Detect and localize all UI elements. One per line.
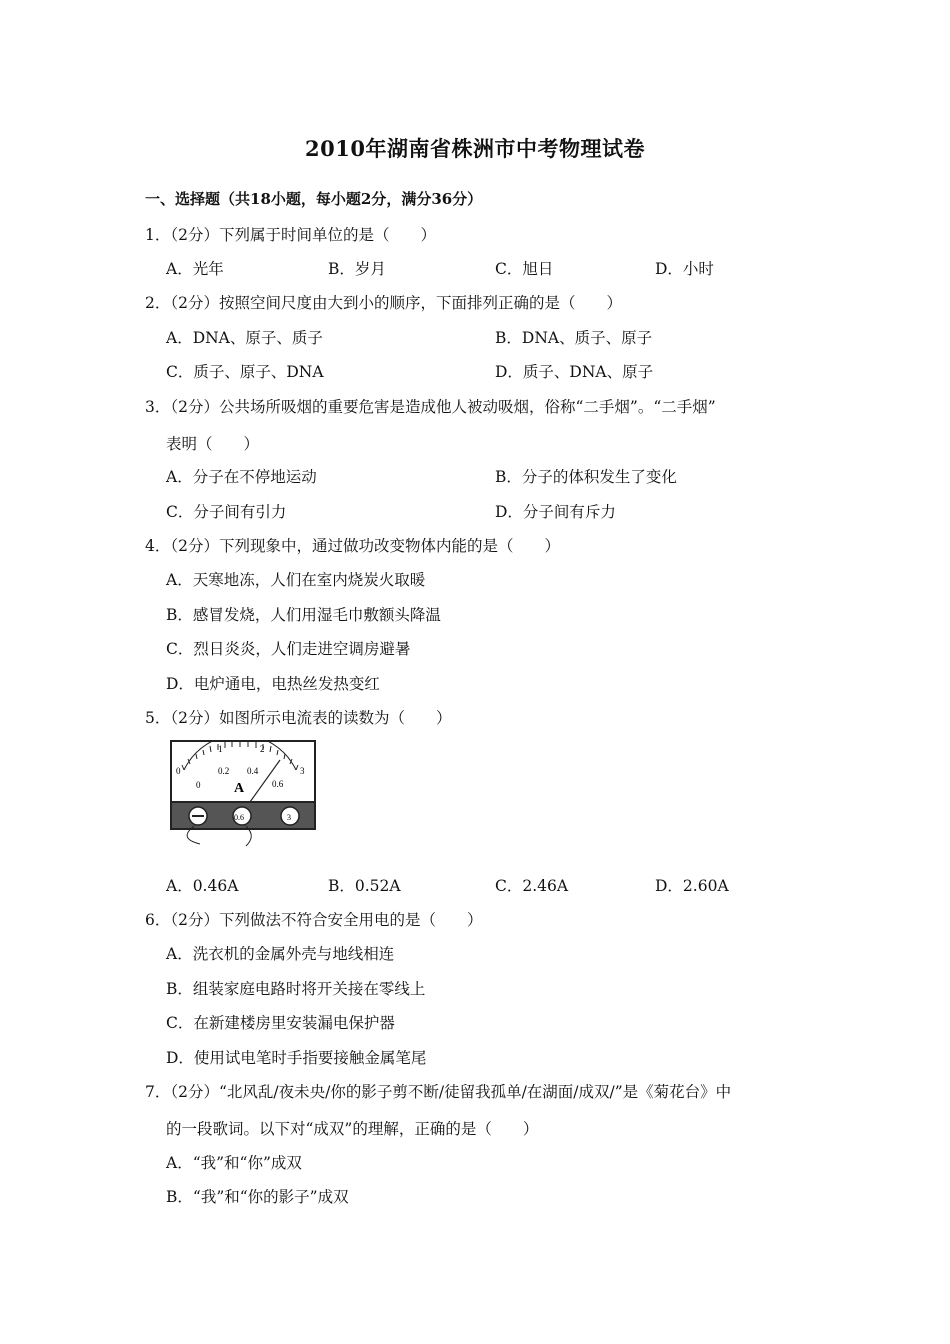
q2-option-c: C．质子、原子、DNA bbox=[166, 363, 324, 381]
q1-option-b: B．岁月 bbox=[328, 260, 386, 278]
q4-option-a: A．天寒地冻，人们在室内烧炭火取暖 bbox=[166, 571, 426, 589]
terminal-06 bbox=[233, 807, 251, 825]
page-title: 2010年湖南省株洲市中考物理试卷 bbox=[305, 136, 645, 161]
q3-option-a: A．分子在不停地运动 bbox=[166, 468, 317, 486]
terminal-negative bbox=[189, 807, 207, 825]
q2-option-d: D．质子、DNA、原子 bbox=[495, 363, 654, 381]
upper-scale-label-1: 1 bbox=[218, 744, 223, 754]
q1-option-a: A．光年 bbox=[166, 260, 224, 278]
question-6-stem: 6．（2分）下列做法不符合安全用电的是（ ） bbox=[145, 911, 483, 929]
question-2-stem: 2．（2分）按照空间尺度由大到小的顺序，下面排列正确的是（ ） bbox=[145, 294, 622, 312]
q3-option-b: B．分子的体积发生了变化 bbox=[495, 468, 677, 486]
q5-option-c: C．2.46A bbox=[495, 877, 569, 895]
ammeter-diagram bbox=[170, 740, 318, 860]
q1-option-c: C．旭日 bbox=[495, 260, 554, 278]
q6-option-b: B．组装家庭电路时将开关接在零线上 bbox=[166, 980, 426, 998]
q3-option-c: C．分子间有引力 bbox=[166, 503, 287, 521]
q7-option-b: B．“我”和“你的影子”成双 bbox=[166, 1188, 349, 1206]
inner-zero-label: 0 bbox=[196, 780, 201, 790]
q5-option-a: A．0.46A bbox=[166, 877, 239, 895]
right-end-label: 3 bbox=[300, 766, 305, 776]
q1-option-d: D．小时 bbox=[655, 260, 714, 278]
left-zero-label: 0 bbox=[176, 766, 181, 776]
section-heading: 一、选择题（共18小题，每小题2分，满分36分） bbox=[145, 190, 483, 208]
q6-option-c: C．在新建楼房里安装漏电保护器 bbox=[166, 1014, 395, 1032]
svg-text:3: 3 bbox=[287, 813, 291, 822]
q4-option-b: B．感冒发烧，人们用湿毛巾敷额头降温 bbox=[166, 606, 441, 624]
question-5-stem: 5．（2分）如图所示电流表的读数为（ ） bbox=[145, 709, 452, 727]
lower-scale-label-06: 0.6 bbox=[272, 779, 284, 789]
question-3-stem: 3．（2分）公共场所吸烟的重要危害是造成他人被动吸烟，俗称“二手烟”。“二手烟” bbox=[145, 398, 716, 416]
q2-option-a: A．DNA、原子、质子 bbox=[166, 329, 323, 347]
lower-scale-label-02: 0.2 bbox=[218, 766, 230, 776]
q6-option-d: D．使用试电笔时手指要接触金属笔尾 bbox=[166, 1049, 427, 1067]
question-7-stem-cont: 的一段歌词。以下对“成双”的理解，正确的是（ ） bbox=[166, 1120, 539, 1138]
q4-option-c: C．烈日炎炎，人们走进空调房避暑 bbox=[166, 640, 411, 658]
q7-option-a: A．“我”和“你”成双 bbox=[166, 1154, 302, 1172]
q4-option-d: D．电炉通电，电热丝发热变红 bbox=[166, 675, 380, 693]
q6-option-a: A．洗衣机的金属外壳与地线相连 bbox=[166, 945, 395, 963]
q3-option-d: D．分子间有斥力 bbox=[495, 503, 616, 521]
question-4-stem: 4．（2分）下列现象中，通过做功改变物体内能的是（ ） bbox=[145, 537, 560, 555]
lower-scale-label-04: 0.4 bbox=[247, 766, 259, 776]
question-7-stem: 7．（2分）“北风乱/夜未央/你的影子剪不断/徒留我孤单/在湖面/成双/”是《菊花台》中 bbox=[145, 1083, 732, 1101]
question-1-stem: 1．（2分）下列属于时间单位的是（ ） bbox=[145, 226, 436, 244]
svg-text:0.6: 0.6 bbox=[234, 813, 244, 822]
q2-option-b: B．DNA、质子、原子 bbox=[495, 329, 653, 347]
q5-option-d: D．2.60A bbox=[655, 877, 729, 895]
upper-scale-label-2: 2 bbox=[260, 744, 265, 754]
unit-label: A bbox=[234, 781, 245, 796]
q5-option-b: B．0.52A bbox=[328, 877, 401, 895]
terminal-3 bbox=[281, 807, 299, 825]
question-3-stem-cont: 表明（ ） bbox=[166, 435, 260, 453]
